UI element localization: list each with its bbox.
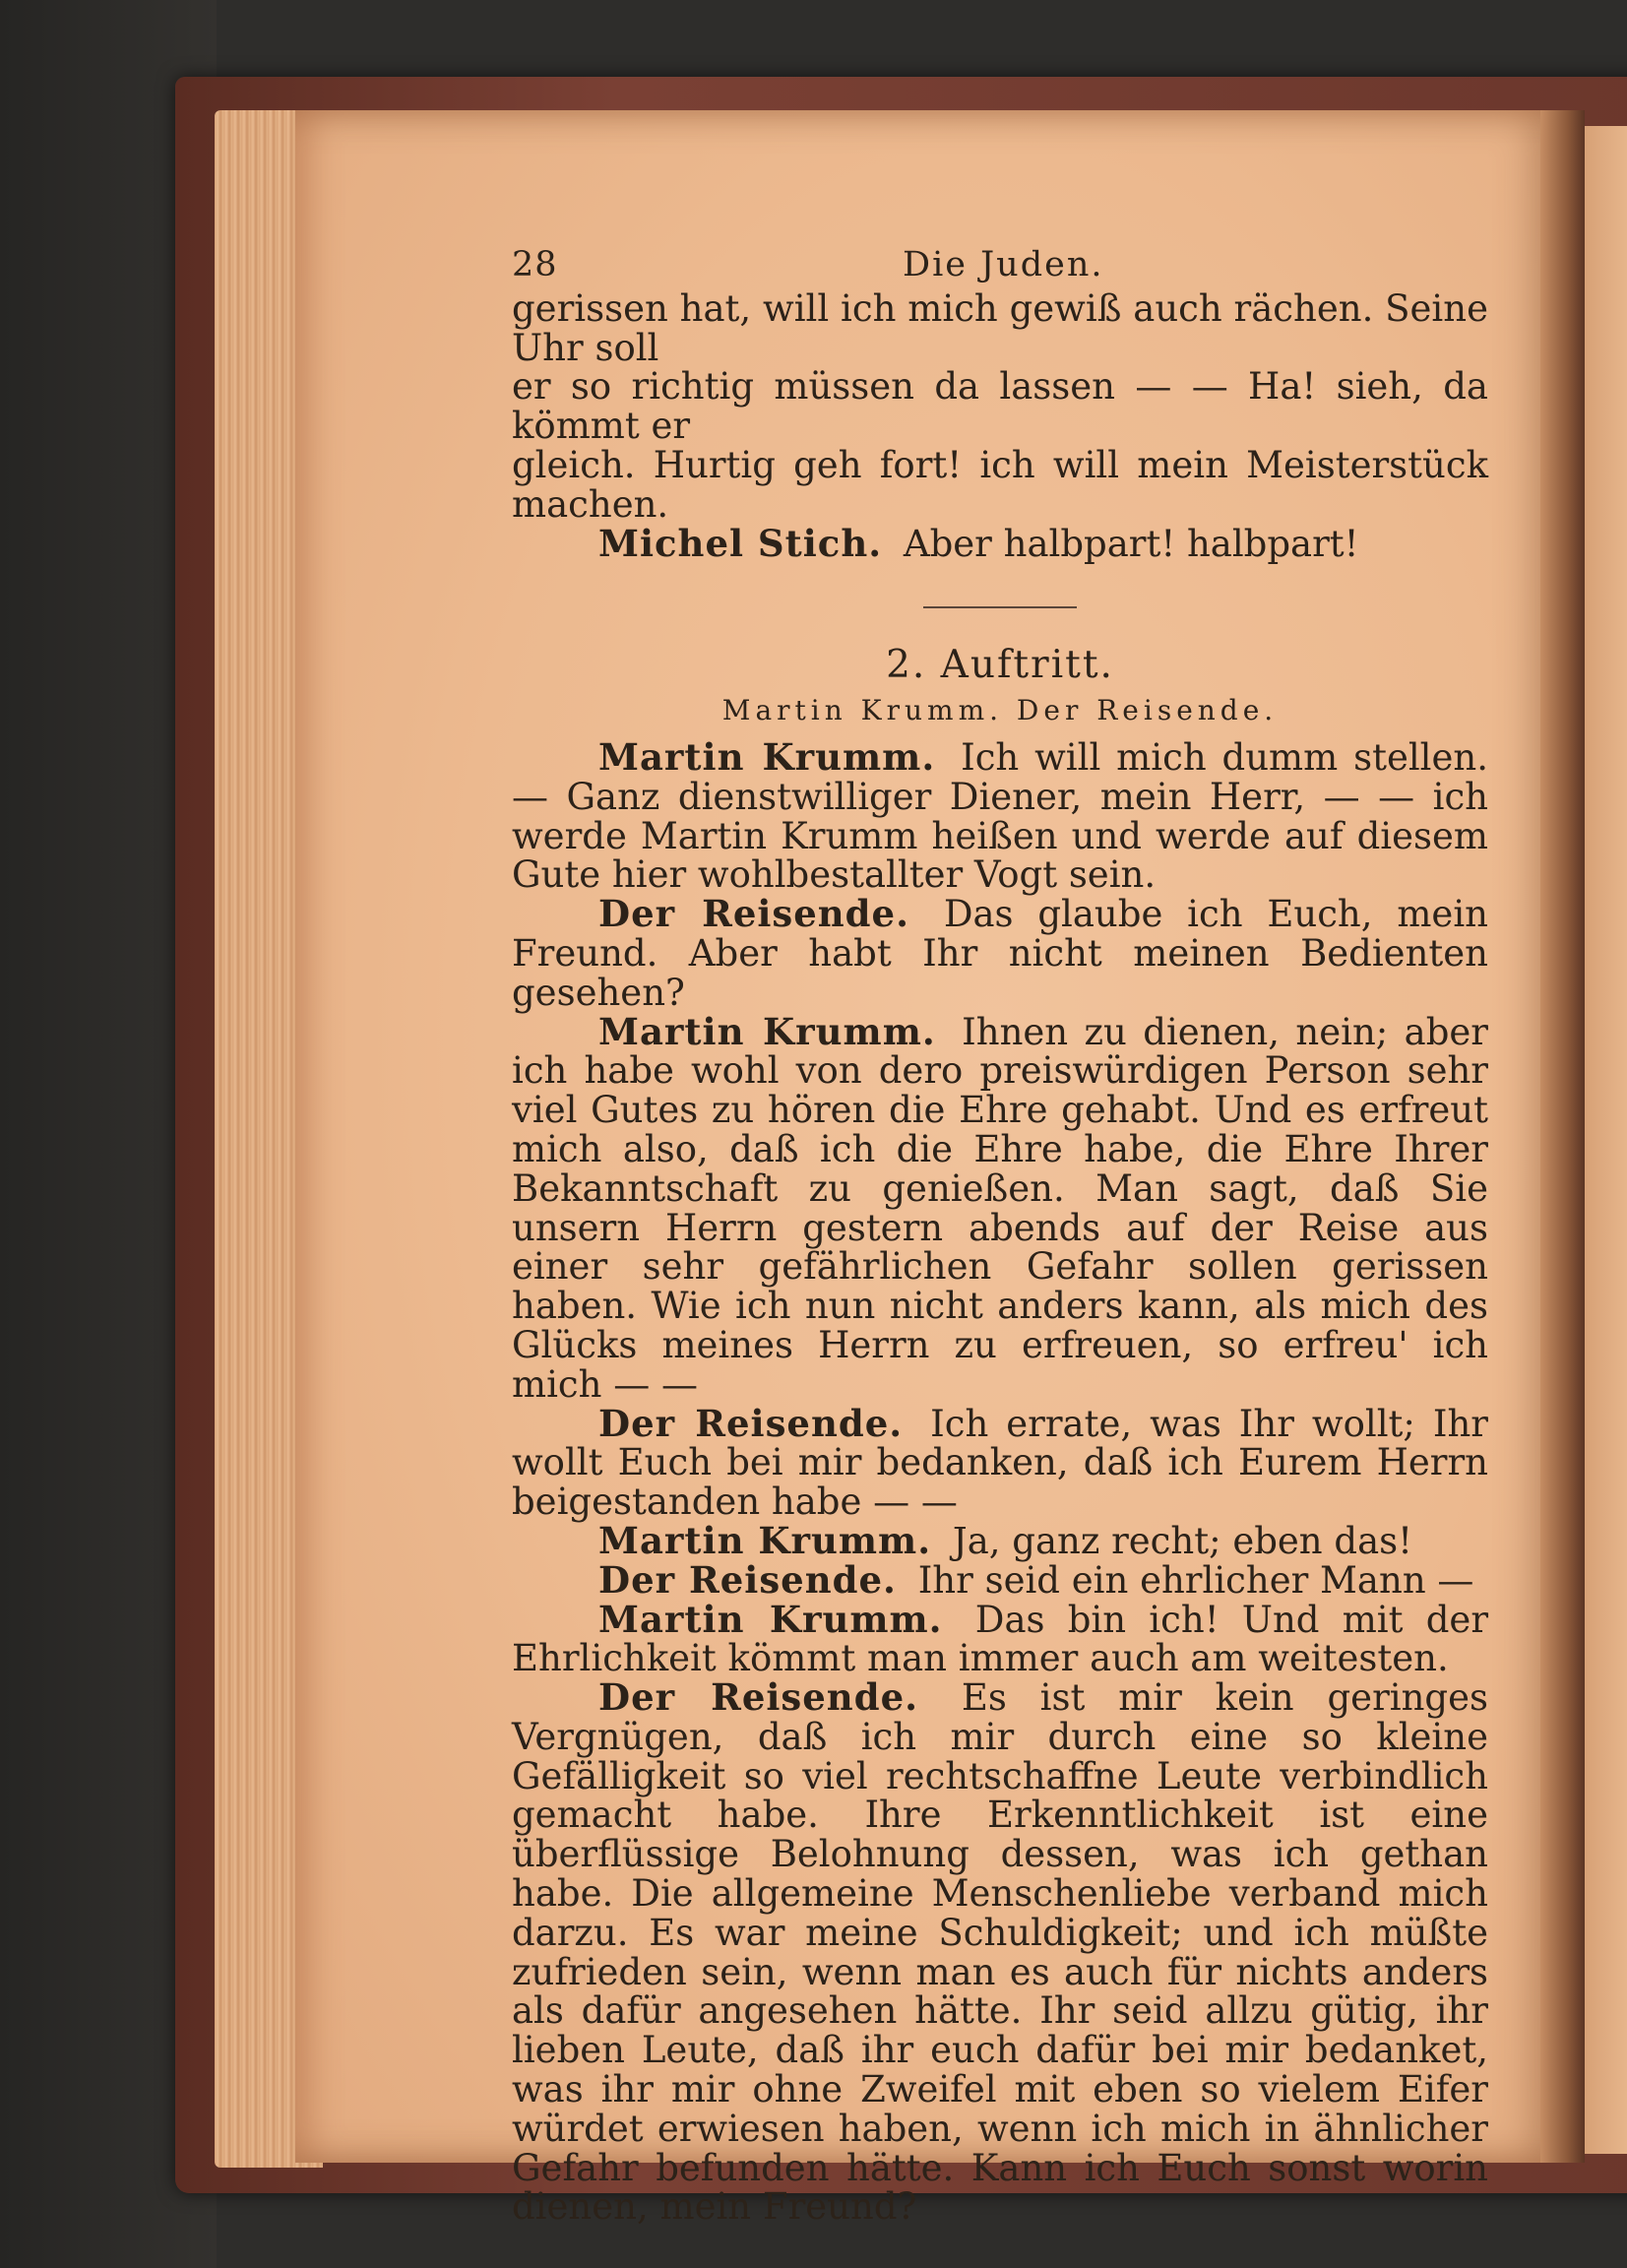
dialogue-paragraph xyxy=(512,1518,1488,1562)
dialogue-paragraph xyxy=(512,734,1488,897)
dialogue-paragraph xyxy=(512,521,1488,565)
page-text xyxy=(512,246,1488,2227)
dialogue-text: Das glaube ich Euch, mein Freund. Aber habt Ihr nicht meinen Bedienten gesehen? xyxy=(512,893,1488,1014)
book-gutter xyxy=(1540,110,1585,2163)
page-number: 28 xyxy=(512,245,558,284)
dialogue-paragraph xyxy=(512,1675,1488,2229)
dialogue-text: Es ist mir kein geringes Vergnügen, daß ich mir durch eine so kleine Gefälligkeit so viel rechtschaffne Leute verbindlich gemacht habe. Ihre Erkenntlichkeit ist eine überflüssige Belohnung dessen, was ich gethan habe. Die allgemeine Menschenliebe verband mich darzu. Es war meine Schuldigkeit; und ich müßte zufrieden sein, wenn man es auch für nichts anders als dafür angesehen hätte. Ihr seid allzu gütig, ihr lieben Leute, daß ihr euch dafür bei mir bedanket, was ihr mir ohne Zweifel mit eben so vielem Eifer würdet erwiesen haben, wenn ich mich in ähnlicher Gefahr befunden hätte. Kann ich Euch sonst worin dienen, mein Freund? xyxy=(512,1676,1488,2229)
dialogue-text: Ja, ganz recht; eben das! xyxy=(952,1519,1413,1562)
speaker-name: Der Reisende. xyxy=(598,892,909,936)
speaker-name: Der Reisende. xyxy=(598,1675,918,1720)
dialogue-text: Ich will mich dumm stellen. — Ganz dienstwilliger Diener, mein Herr, — — ich werde Martin Krumm heißen und werde auf diesem Gute hier wohlbestallter Vogt sein. xyxy=(512,735,1488,897)
dialogue-text: Aber halbpart! halbpart! xyxy=(903,522,1359,565)
dialogue-text: Ihr seid ein ehrlicher Mann — xyxy=(917,1558,1474,1602)
text-line: gleich. Hurtig geh fort! ich will mein Meisterstück machen. xyxy=(512,443,1488,526)
speaker-name: Michel Stich. xyxy=(598,521,883,565)
speaker-name: Martin Krumm. xyxy=(598,1009,936,1053)
speaker-name: Martin Krumm. xyxy=(598,734,936,779)
text-line: gerissen hat, will ich mich gewiß auch rächen. Seine Uhr soll xyxy=(512,286,1488,369)
dialogue-paragraph xyxy=(512,1401,1488,1524)
speaker-name: Der Reisende. xyxy=(598,1401,904,1445)
cast-list: Martin Krumm. Der Reisende. xyxy=(721,694,1279,727)
speaker-name: Der Reisende. xyxy=(598,1557,897,1602)
dialogue-text: Ich errate, was Ihr wollt; Ihr wollt Euch bei mir bedanken, daß ich Eurem Herrn beigestanden habe — — xyxy=(512,1402,1488,1524)
dialogue-paragraph xyxy=(512,1009,1488,1406)
running-head: Die Juden. xyxy=(903,245,1104,284)
dialogue-paragraph xyxy=(512,1557,1488,1602)
speaker-name: Martin Krumm. xyxy=(598,1597,943,1641)
dialogue-text: Ihnen zu dienen, nein; aber ich habe wohl von dero preiswürdigen Person sehr viel Gutes zu hören die Ehre gehabt. Und es erfreut mich also, daß ich die Ehre habe, die Ehre Ihrer Bekanntschaft zu genießen. Man sagt, daß Sie unsern Herrn gestern abends auf der Reise aus einer sehr gefährlichen Gefahr sollen gerissen haben. Wie ich nun nicht anders kann, als mich des Glücks meines Herrn zu erfreuen, so erfreu' ich mich — — xyxy=(512,1010,1488,1406)
text-line: er so richtig müssen da lassen — — Ha! sieh, da kömmt er xyxy=(512,365,1488,448)
section-divider xyxy=(923,606,1077,608)
speaker-name: Martin Krumm. xyxy=(598,1518,932,1562)
facing-page-edge xyxy=(1585,126,1627,2154)
scene-title: 2. Auftritt. xyxy=(886,643,1114,688)
dialogue-text: Das bin ich! Und mit der Ehrlichkeit kömmt man immer auch am weitesten. xyxy=(512,1598,1489,1680)
page-header xyxy=(512,246,1488,285)
dialogue-paragraph xyxy=(512,892,1488,1014)
dialogue-paragraph xyxy=(512,1597,1489,1680)
